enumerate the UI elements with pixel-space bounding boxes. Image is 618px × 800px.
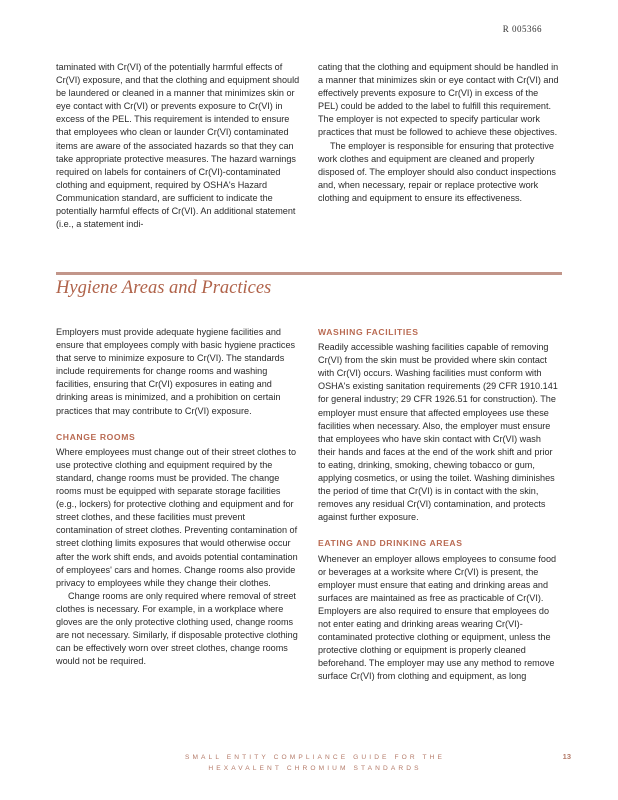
- top-left-column: [56, 61, 300, 231]
- footer-line-1: SMALL ENTITY COMPLIANCE GUIDE FOR THE: [184, 754, 446, 761]
- change-rooms-heading: CHANGE ROOMS: [56, 431, 136, 442]
- bottom-right-column: [318, 326, 560, 683]
- document-id: R 005366: [502, 24, 542, 34]
- top-left-paragraph: taminated with Cr(VI) of the potentially harmful effects of Cr(VI) exposure, and that the clothing and equipment should be laundered or cleaned in a manner that minimizes skin or eye contact with Cr(VI) or prevents exposure to Cr(VI) in excess of the PEL. This requirement is intended to ensure that employees who clean or launder Cr(VI) contaminated items are aware of the associated hazards so that they can take appropriate protective measures. The hazard warnings required on labels for containers of Cr(VI)-contaminated clothing and equipment, required by OSHA's Hazard Communication standard, are sufficient to indicate the potentially harmful effects of Cr(VI). An additional statement (i.e., a statement indi-: [56, 62, 300, 230]
- washing-facilities-paragraph: Readily accessible washing facilities capable of removing Cr(VI) from the skin must be provided where skin contact with Cr(VI) occurs. Washing facilities must conform with OSHA's existing sanitation requirements (29 CFR 1910.141 for general industry; 29 CFR 1926.51 for construction). The employer must ensure that affected employees use these facilities when necessary. Also, the employer must ensure that employees who have skin contact with Cr(VI) wash their hands and faces at the end of the work shift and prior to eating, drinking, smoking, chewing tobacco or gum, applying cosmetics, or using the toilet. Washing diminishes the period of time that Cr(VI) is in contact with the skin, removes any residual Cr(VI) contamination, and protects against further exposure.: [318, 342, 558, 523]
- eating-areas-paragraph: Whenever an employer allows employees to consume food or beverages at a worksite where Cr(VI) is present, the employer must ensure that eating and drinking areas and surfaces are maintained as free as practicable of Cr(VI). Employers are also required to ensure that employees do not enter eating and drinking areas wearing Cr(VI)-contaminated protective clothing or equipment, unless the protective clothing or equipment is properly cleaned beforehand. The employer may use any method to remove surface Cr(VI) from clothing and equipment, as long: [318, 553, 557, 682]
- page-number: 13: [562, 752, 571, 761]
- top-right-paragraph-2: The employer is responsible for ensuring that protective work clothes and equipment are cleaned and properly disposed of. The employer should also conduct inspections and, when necessary, repair or replace protective work clothing and equipment to ensure its effectiveness.: [318, 140, 556, 203]
- bottom-left-column: [56, 326, 300, 668]
- footer-title: [150, 752, 480, 774]
- section-divider: [56, 272, 562, 275]
- footer-line-2: HEXAVALENT CHROMIUM STANDARDS: [208, 765, 422, 772]
- change-rooms-paragraph-1: Where employees must change out of their street clothes to use protective clothing and equipment required by the standard, change rooms must be provided. The change rooms must be equipped with separate storage facilities (e.g., lockers) for protective clothing and equipment and for street clothes, and these facilities must prevent contamination of street clothes. Preventing contamination of street clothing limits exposures that would otherwise occur after the work shift ends, and avoids potential contamination of employees' cars and homes. Change rooms also provide privacy to employees while they change their clothes.: [56, 446, 298, 588]
- eating-areas-heading: EATING AND DRINKING AREAS: [318, 538, 463, 549]
- top-right-column: [318, 61, 560, 205]
- section-intro: Employers must provide adequate hygiene facilities and ensure that employees comply with basic hygiene practices that serve to minimize exposure to Cr(VI). The standards include requirements for change rooms and washing facilities, ensuring that Cr(VI) exposures in eating and drinking areas is minimized, and a prohibition on certain practices that may contribute to Cr(VI) exposure.: [56, 327, 296, 416]
- washing-facilities-heading: WASHING FACILITIES: [318, 327, 419, 337]
- change-rooms-paragraph-2: Change rooms are only required where removal of street clothes is necessary. For example, in a workplace where gloves are the only protective clothing used, change rooms are not necessary. Similarly, if disposable protective clothing can be effectively worn over street clothes, change rooms would not be required.: [56, 590, 298, 667]
- top-right-paragraph-1: cating that the clothing and equipment should be handled in a manner that minimizes skin or eye contact with Cr(VI) and effectively prevents exposure to Cr(VI) in excess of the PEL) could be added to the label to fulfill this requirement. The employer is not expected to specify particular work practices that must be followed to achieve these objectives.: [318, 62, 559, 138]
- section-title: Hygiene Areas and Practices: [56, 278, 272, 298]
